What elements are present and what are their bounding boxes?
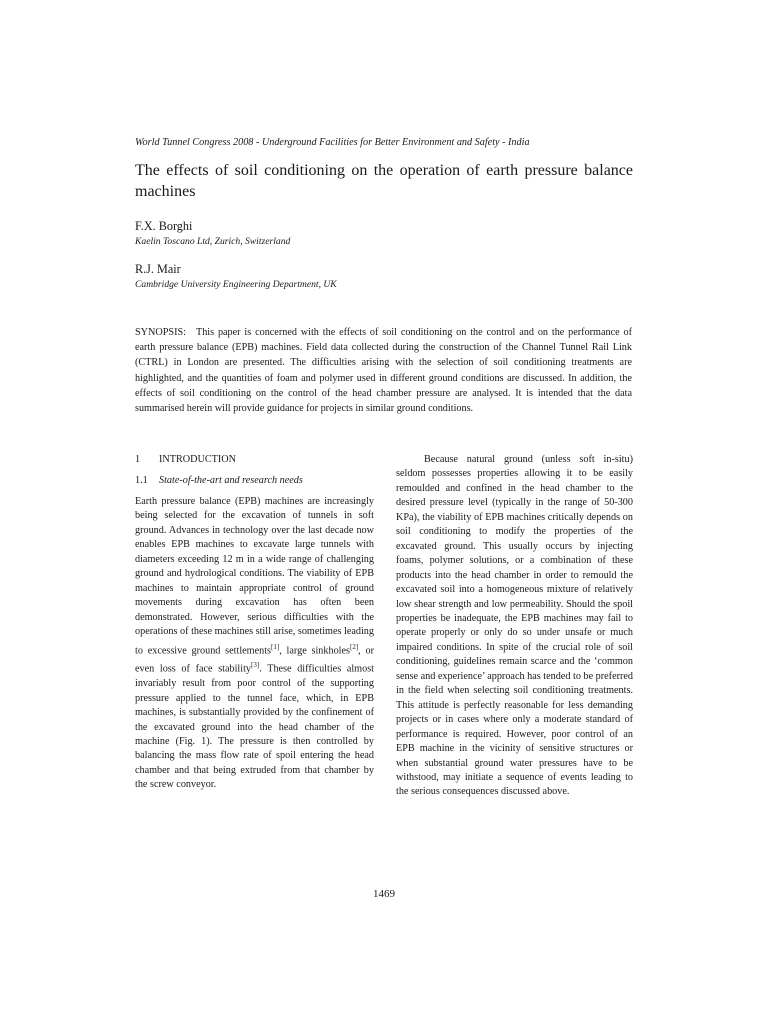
synopsis <box>135 325 632 416</box>
citation-1: [1] <box>271 642 280 651</box>
author-affiliation-1: Kaelin Toscano Ltd, Zurich, Switzerland <box>135 236 291 247</box>
paragraph-text-part-4: . These difficulties almost invariably result from poor control of the supporting pressure applied to the tunnel face, which, in EPB machines, is substantially provided by the confinement of the excavated ground into the head chamber of the machine (Fig. 1). The pressure is then controlled by balancing the mass flow rate of spoil entering the head chamber and that being extruded from that chamber by the screw conveyor. <box>135 663 374 791</box>
paragraph-text-part-2: , large sinkholes <box>279 644 350 656</box>
section-title: INTRODUCTION <box>159 454 236 465</box>
intro-paragraph-right: Because natural ground (unless soft in-situ) seldom possesses properties allowing it to be easily remoulded and confined in the head chamber to the desired pressure level (typically in the range of 50-300 KPa), the viability of EPB machines critically depends on soil conditioning to modify the properties of the excavated ground. This usually occurs by injecting foams, polymer solutions, or a combination of these products into the head chamber in order to remould the excavated soil into a homogeneous mixture of relatively low shear strength and low permeability. Should the spoil properties be inadequate, the EPB machines may fail to operate properly or only do so under unsafe or much impaired conditions. In spite of the crucial role of soil conditioning, guidelines remain scarce and the ‘common sense and experience’ approach has tended to be preferred in the field when selecting soil conditioning treatments. This attitude is perfectly reasonable for less demanding projects or in cases where only a moderate standard of performance is required. However, poor control of an EPB machine in the vicinity of sensitive structures or when substantial ground water pressures have to be withstood, may initiate a sequence of events leading to the serious consequences discussed above. <box>396 454 633 798</box>
citation-2: [2] <box>350 642 359 651</box>
section-number: 1 <box>135 454 141 465</box>
paragraph-text-part-3: , or even loss of face stability <box>135 644 374 675</box>
author-name-1: F.X. Borghi <box>135 219 193 233</box>
paper-title: The effects of soil conditioning on the operation of earth pressure balance machines <box>135 162 633 200</box>
citation-3: [3] <box>251 661 260 670</box>
left-column <box>135 453 374 793</box>
page-number: 1469 <box>373 888 395 900</box>
right-column <box>396 453 633 800</box>
subsection-heading <box>135 474 374 489</box>
synopsis-label: SYNOPSIS: <box>135 327 186 338</box>
intro-paragraph-left <box>135 495 374 793</box>
conference-header: World Tunnel Congress 2008 - Underground Facilities for Better Environment and Safety - India <box>135 137 530 148</box>
synopsis-text: This paper is concerned with the effects of soil conditioning on the control and on the performance of earth pressure balance (EPB) machines. Field data collected during the construction of the Channel Tunnel Rail Link (CTRL) in London are presented. The difficulties arising with the selection of soil conditioning treatments are highlighted, and the quantities of foam and polymer used in different ground conditions are discussed. In addition, the effects of soil conditioning on the control of the head chamber pressure are analysed. It is intended that the data summarised herein will provide guidance for projects in similar ground conditions. <box>135 327 632 415</box>
subsection-title: State-of-the-art and research needs <box>159 475 303 486</box>
author-name-2: R.J. Mair <box>135 262 181 276</box>
author-affiliation-2: Cambridge University Engineering Department, UK <box>135 279 337 290</box>
subsection-number: 1.1 <box>135 475 148 486</box>
section-heading <box>135 453 374 468</box>
paragraph-text-part-1: Earth pressure balance (EPB) machines are increasingly being selected for the excavation of tunnels in soft ground. Advances in technology over the last decade now enables EPB machines to excavate large tunnels with diameters exceeding 12 m in a wide range of challenging ground and hydrological conditions. The viability of EPB machines to maintain appropriate control of ground movements during excavation has often been demonstrated. However, serious difficulties with the operations of these machines still arise, sometimes leading to excessive ground settlements <box>135 496 374 656</box>
